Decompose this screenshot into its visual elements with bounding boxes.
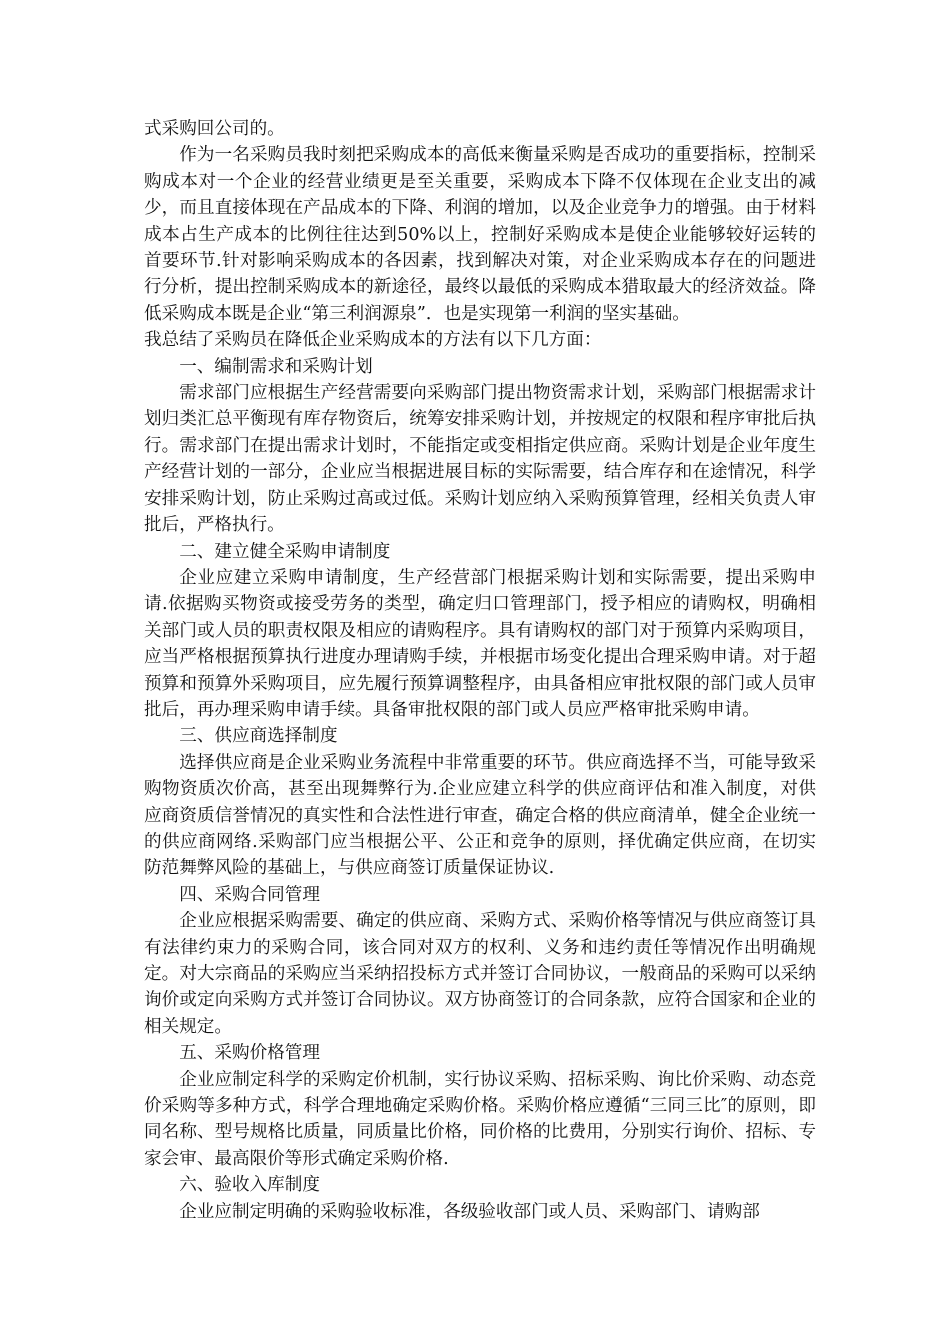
section-body-3: 选择供应商是企业采购业务流程中非常重要的环节。供应商选择不当，可能导致采购物资质次价高，甚至出现舞弊行为.企业应建立科学的供应商评估和准入制度，对供应商资质信誉情况的真实性和合法性进行审查，确定合格的供应商清单，健全企业统一的供应商网络.采购部门应当根据公平、公正和竞争的原则，择优确定供应商，在切实防范舞弊风险的基础上，与供应商签订质量保证协议. <box>144 752 816 879</box>
section-heading-2: 二、建立健全采购申请制度 <box>179 541 391 562</box>
paragraph-summary: 我总结了采购员在降低企业采购成本的方法有以下几方面： <box>144 330 602 351</box>
section-body-2: 企业应建立采购申请制度，生产经营部门根据采购计划和实际需要，提出采购申请.依据购买物资或接受劳务的类型，确定归口管理部门，授予相应的请购权，明确相关部门或人员的职责权限及相应的请购程序。具有请购权的部门对于预算内采购项目，应当严格根据预算执行进度办理请购手续，并根据市场变化提出合理采购申请。对于超预算和预算外采购项目，应先履行预算调整程序，由具备相应审批权限的部门或人员审批后，再办理采购申请手续。具备审批权限的部门或人员应严格审批采购申请。 <box>144 567 816 720</box>
section-heading-1: 一、编制需求和采购计划 <box>179 356 373 377</box>
document-page <box>144 116 816 1225</box>
paragraph-continuation: 式采购回公司的。 <box>144 119 285 139</box>
section-heading-6: 六、验收入库制度 <box>179 1175 320 1196</box>
section-body-1: 需求部门应根据生产经营需要向采购部门提出物资需求计划，采购部门根据需求计划归类汇总平衡现有库存物资后，统筹安排采购计划，并按规定的权限和程序审批后执行。需求部门在提出需求计划时，不能指定或变相指定供应商。采购计划是企业年度生产经营计划的一部分，企业应当根据进展目标的实际需要，结合库存和在途情况，科学安排采购计划，防止采购过高或过低。采购计划应纳入采购预算管理，经相关负责人审批后，严格执行。 <box>144 383 816 536</box>
section-heading-4: 四、采购合同管理 <box>179 884 320 905</box>
section-body-5: 企业应制定科学的采购定价机制，实行协议采购、招标采购、询比价采购、动态竞价采购等多种方式，科学合理地确定采购价格。采购价格应遵循“三同三比″的原则，即同名称、型号规格比质量，同质量比价格，同价格的比费用，分别实行询价、招标、专家会审、最高限价等形式确定采购价格. <box>144 1069 816 1169</box>
paragraph-intro: 作为一名采购员我时刻把采购成本的高低来衡量采购是否成功的重要指标，控制采购成本对一个企业的经营业绩更是至关重要，采购成本下降不仅体现在企业支出的减少，而且直接体现在产品成本的下降、利润的增加，以及企业竞争力的增强。由于材料成本占生产成本的比例往往达到50%以上，控制好采购成本是使企业能够较好运转的首要环节.针对影响采购成本的各因素，找到解决对策，对企业采购成本存在的问题进行分析，提出控制采购成本的新途径，最终以最低的采购成本猎取最大的经济效益。降低采购成本既是企业“第三利润源泉”．也是实现第一利润的坚实基础。 <box>144 145 816 324</box>
section-body-6: 企业应制定明确的采购验收标准，各级验收部门或人员、采购部门、请购部 <box>179 1201 760 1222</box>
section-body-4: 企业应根据采购需要、确定的供应商、采购方式、采购价格等情况与供应商签订具有法律约束力的采购合同，该合同对双方的权利、义务和违约责任等情况作出明确规定。对大宗商品的采购应当采纳招投标方式并签订合同协议，一般商品的采购可以采纳询价或定向采购方式并签订合同协议。双方协商签订的合同条款，应符合国家和企业的相关规定。 <box>144 911 816 1037</box>
section-heading-3: 三、供应商选择制度 <box>179 726 338 747</box>
section-heading-5: 五、采购价格管理 <box>179 1043 320 1064</box>
